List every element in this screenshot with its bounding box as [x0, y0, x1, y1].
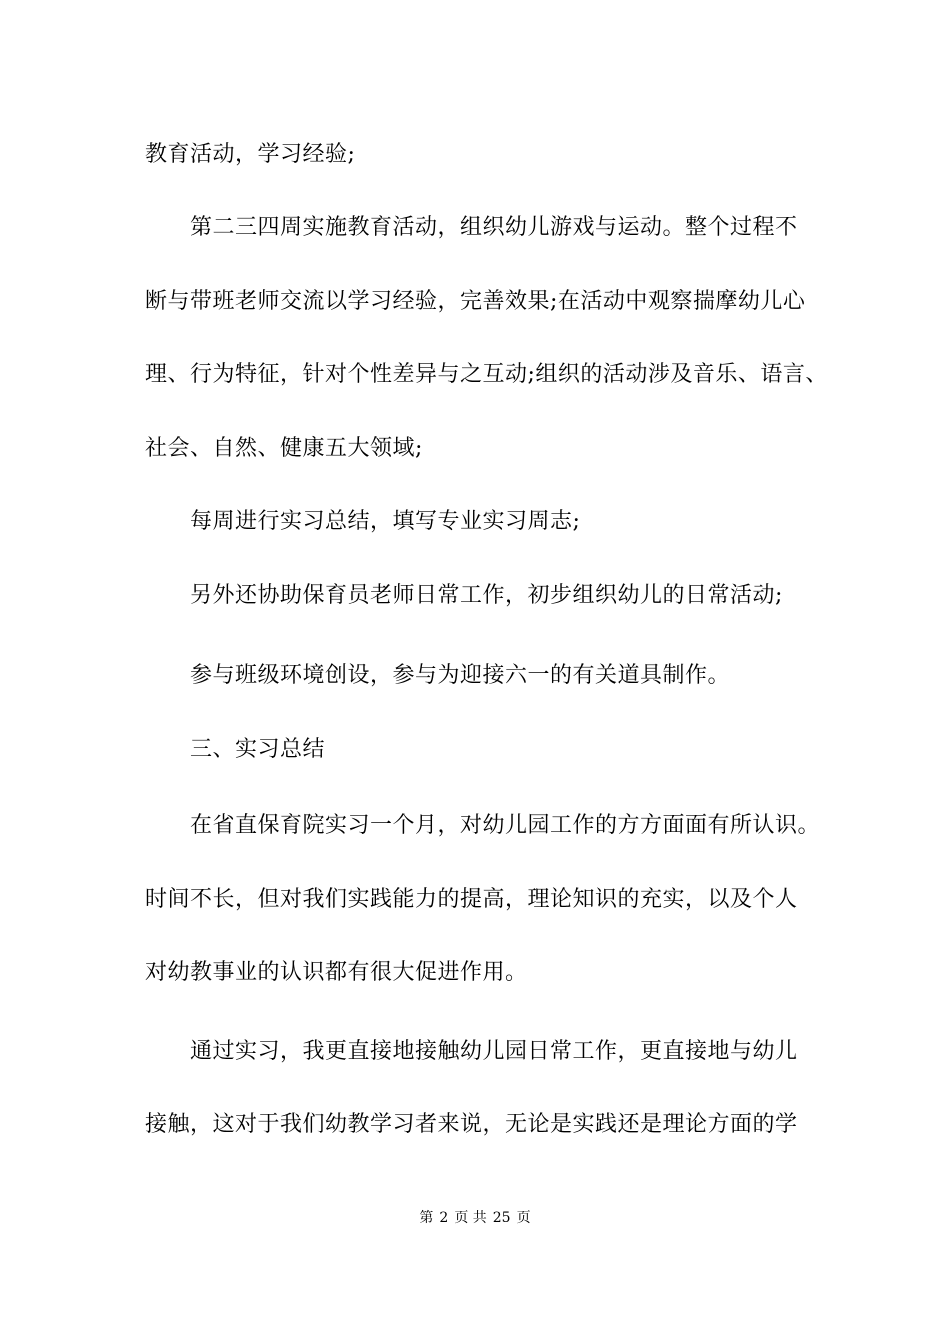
text-line: 接触，这对于我们幼教学习者来说，无论是实践还是理论方面的学	[145, 1112, 798, 1137]
footer-prefix: 第	[419, 1210, 434, 1226]
text-line: 另外还协助保育员老师日常工作，初步组织幼儿的日常活动;	[190, 583, 783, 608]
text-line: 通过实习，我更直接地接触幼儿园日常工作，更直接地与幼儿	[190, 1039, 798, 1064]
footer-suffix: 页	[516, 1210, 531, 1226]
text-line: 教育活动，学习经验;	[145, 142, 356, 167]
footer-total-pages: 25	[492, 1210, 511, 1226]
text-line: 参与班级环境创设，参与为迎接六一的有关道具制作。	[190, 663, 731, 688]
footer-page-number: 2	[439, 1210, 449, 1226]
text-line: 时间不长，但对我们实践能力的提高，理论知识的充实，以及个人	[145, 887, 798, 912]
text-line: 在省直保育院实习一个月，对幼儿园工作的方方面面有所认识。	[190, 813, 821, 838]
text-line: 对幼教事业的认识都有很大促进作用。	[145, 960, 528, 985]
text-line: 断与带班老师交流以学习经验，完善效果;在活动中观察揣摩幼儿心	[145, 289, 806, 314]
text-line: 理、行为特征，针对个性差异与之互动;组织的活动涉及音乐、语言、	[145, 362, 828, 387]
text-line: 第二三四周实施教育活动，组织幼儿游戏与运动。整个过程不	[190, 215, 798, 240]
text-line: 每周进行实习总结，填写专业实习周志;	[190, 509, 581, 534]
text-line: 社会、自然、健康五大领域;	[145, 436, 423, 461]
page-footer	[0, 1208, 950, 1228]
section-heading: 三、实习总结	[190, 737, 326, 762]
footer-middle: 页 共	[454, 1210, 487, 1226]
